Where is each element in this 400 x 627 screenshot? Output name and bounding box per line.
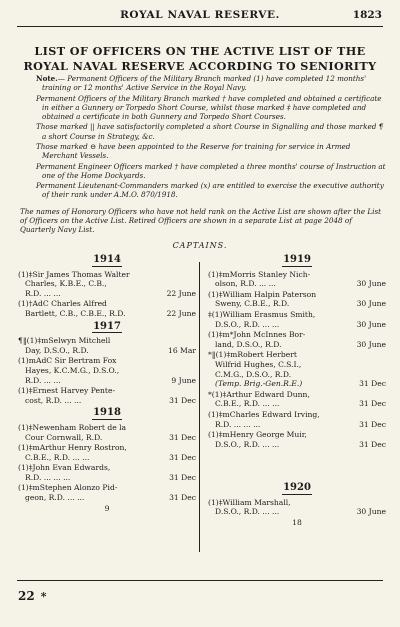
entry-line: *‖(1)‡mRobert Herbert xyxy=(208,350,297,360)
seniority-date: 22 June xyxy=(166,308,196,318)
year-heading: 1920 xyxy=(283,482,311,494)
list-item xyxy=(18,443,196,462)
running-header xyxy=(0,9,400,23)
entry-line: R.D. ... ... xyxy=(25,375,61,385)
entry-line: Day, D.S.O., R.D. xyxy=(25,345,89,355)
entry-line: R.D. ... ... ... xyxy=(25,472,71,482)
entry-line: (1)‡mStephen Alonzo Pid- xyxy=(18,483,118,493)
seniority-date: 22 June xyxy=(166,288,196,298)
entry-line: ¶‖(1)‡mSelwyn Mitchell xyxy=(18,336,111,346)
note-5: Permanent Engineer Officers marked † have completed a three months' course of Instruction at one of the Home Dockyards. xyxy=(36,161,386,180)
list-item xyxy=(208,290,386,309)
list-heading-line-2: ROYAL NAVAL RESERVE ACCORDING TO SENIORITY xyxy=(23,59,377,73)
entry-line: (1)‡Sir James Thomas Walter xyxy=(18,269,130,279)
seniority-date: 30 June xyxy=(356,339,386,349)
entry-line: (1)mAdC Sir Bertram Fox xyxy=(18,356,117,366)
entry-line: (1)‡Ernest Harvey Pente- xyxy=(18,386,116,396)
list-item xyxy=(208,430,386,449)
entry-line: cost, R.D. ... ... xyxy=(25,395,82,405)
note-4: Those marked ⊖ have been appointed to the Reserve for training for service in Armed Merchant Vessels. xyxy=(36,141,351,161)
list-item xyxy=(18,270,196,299)
list-item xyxy=(208,390,386,409)
year-rule xyxy=(92,332,122,333)
column-divider xyxy=(199,262,200,552)
note-2: Permanent Officers of the Military Branch marked † have completed and obtained a certificate in either a Gunnery or Torpedo Short Course, whilst those marked ‡ have completed and obtained a certificate in both Gunnery and Torpedo Short Courses. xyxy=(36,93,382,121)
running-title: ROYAL NAVAL RESERVE. xyxy=(120,9,280,21)
list-heading-line-1: LIST OF OFFICERS ON THE ACTIVE LIST OF THE xyxy=(34,44,366,58)
entry-line: (1)‡William Marshall, xyxy=(208,497,291,507)
header-rule xyxy=(17,26,383,27)
entry-line: Hayes, K.C.M.G., D.S.O., xyxy=(25,365,120,375)
entry-line: D.S.O., R.D. ... ... xyxy=(215,439,280,449)
year-heading: 1918 xyxy=(93,407,121,419)
seniority-date: 30 June xyxy=(356,319,386,329)
honorary-note: The names of Honorary Officers who have not held rank on the Active List are shown after the List of Officers on the Active List. Retired Officers are shown in a separate List at page 2048 of Quarterly Navy List. xyxy=(20,207,382,235)
year-heading: 1914 xyxy=(93,254,121,265)
seniority-date: 9 June xyxy=(171,375,196,385)
note-3: Those marked || have satisfactorily completed a short Course in Signalling and those marked ¶ a short Course in Strategy, &c. xyxy=(36,122,384,141)
list-item xyxy=(208,270,386,289)
entry-line: land, D.S.O., R.D. xyxy=(215,339,282,349)
entry-line: C.B.E., R.D. ... ... xyxy=(25,452,90,462)
right-column xyxy=(208,252,386,528)
seniority-date: 31 Dec xyxy=(359,439,386,449)
entry-line: (1)‡mArthur Henry Rostron, xyxy=(18,443,127,453)
entry-line: C.M.G., D.S.O., R.D. xyxy=(215,369,292,379)
column-spacer xyxy=(208,450,386,480)
entry-line: Sweny, C.B.E., R.D. xyxy=(215,299,290,309)
seniority-date: 30 June xyxy=(356,507,386,517)
signature-star: * xyxy=(40,590,47,603)
year-rule xyxy=(92,266,122,267)
entry-line: D.S.O., R.D. ... ... xyxy=(215,507,280,517)
list-item xyxy=(208,350,386,388)
seniority-date: 31 Dec xyxy=(169,432,196,442)
entry-line: (Temp. Brig.-Gen.R.E.) xyxy=(215,379,303,389)
year-rule xyxy=(282,266,312,267)
seniority-date: 31 Dec xyxy=(359,399,386,409)
footer-signature xyxy=(18,589,46,603)
seniority-date: 31 Dec xyxy=(169,452,196,462)
seniority-date: 16 Mar xyxy=(167,345,196,355)
list-item xyxy=(208,330,386,349)
column-count: 9 xyxy=(104,503,110,513)
entry-line: C.B.E., R.D. ... ... xyxy=(215,399,280,409)
seniority-date: 31 Dec xyxy=(359,379,386,389)
entry-line: (1)‡William Halpin Paterson xyxy=(208,289,317,299)
year-heading: 1919 xyxy=(283,254,311,265)
seniority-date: 31 Dec xyxy=(359,419,386,429)
seniority-date: 31 Dec xyxy=(169,395,196,405)
column-count: 18 xyxy=(292,518,302,528)
entry-line: R.D. ... ... xyxy=(25,288,61,298)
seniority-date: 30 June xyxy=(356,279,386,289)
entry-line: R.D. ... ... ... xyxy=(215,419,261,429)
entry-line: Charles, K.B.E., C.B., xyxy=(25,279,107,289)
list-item xyxy=(18,336,196,355)
note-1: Permanent Officers of the Military Branch marked (1) have completed 12 months' training or 12 months' Active Service in the Royal Navy. xyxy=(42,74,367,93)
year-rule xyxy=(282,494,312,495)
list-item xyxy=(18,386,196,405)
year-rule xyxy=(92,419,122,420)
seniority-date: 31 Dec xyxy=(169,493,196,503)
note-6: Permanent Lieutenant-Commanders marked (x) are entitled to exercise the executive authority of their rank under A.M.O. 870/1918. xyxy=(36,181,384,200)
entry-line: D.S.O., R.D. ... ... xyxy=(215,319,280,329)
entry-line: (1)‡mHenry George Muir, xyxy=(208,430,307,440)
list-item xyxy=(18,423,196,442)
entry-line: (1)‡mMorris Stanley Nich- xyxy=(208,269,311,279)
notes-block: Note.— Permanent Officers of the Military Branch marked (1) have completed 12 months' training or 12 months' Active Service in the Royal Navy. Permanent Officers of the Military Branch marked † have completed and obtained a certificate in either a Gunnery or Torpedo Short Course, whilst those marked ‡ have completed and obtained a certificate in both Gunnery and Torpedo Short Courses. Those marked || have satisfactorily completed a short Course in Signalling and those marked ¶ a short Course in Strategy, &c. Those marked ⊖ have been appointed to the Reserve for training for service in Armed Merchant Vessels. Permanent Engineer Officers marked † have completed a three months' course of Instruction at one of the Home Dockyards. Permanent Lieutenant-Commanders marked (x) are entitled to exercise the executive authority of their rank under A.M.O. 870/1918. xyxy=(20,74,386,201)
list-item xyxy=(18,356,196,385)
list-item xyxy=(208,498,386,517)
signature-number: 22 xyxy=(18,589,35,603)
footer-rule xyxy=(17,580,383,581)
entry-line: (1)‡John Evan Edwards, xyxy=(18,463,111,473)
entry-line: *(1)‡Arthur Edward Dunn, xyxy=(208,389,310,399)
note-label: Note. xyxy=(36,74,58,83)
entry-line: olson, R.D. ... ... xyxy=(215,279,276,289)
list-item xyxy=(18,483,196,502)
page-number: 1823 xyxy=(352,9,382,21)
list-item xyxy=(208,410,386,429)
seniority-date: 31 Dec xyxy=(169,472,196,482)
entry-line: (1)†AdC Charles Alfred xyxy=(18,299,107,309)
entry-line: (1)‡Newenham Robert de la xyxy=(18,422,127,432)
entry-line: geon, R.D. ... ... xyxy=(25,493,85,503)
section-title: CAPTAINS. xyxy=(172,241,228,250)
list-item xyxy=(18,299,196,318)
seniority-date: 30 June xyxy=(356,299,386,309)
left-column xyxy=(18,252,196,513)
list-item xyxy=(208,310,386,329)
list-item xyxy=(18,463,196,482)
entry-line: Bartlett, C.B., C.B.E., R.D. xyxy=(25,308,126,318)
entry-line: Wilfrid Hughes, C.S.I., xyxy=(215,359,302,369)
entry-line: ‡(1)William Erasmus Smith, xyxy=(208,309,316,319)
entry-line: (1)‡m*John McInnes Bor- xyxy=(208,330,306,340)
year-heading: 1917 xyxy=(93,320,121,332)
entry-line: (1)‡mCharles Edward Irving, xyxy=(208,409,320,419)
entry-line: Cour Cornwall, R.D. xyxy=(25,432,103,442)
